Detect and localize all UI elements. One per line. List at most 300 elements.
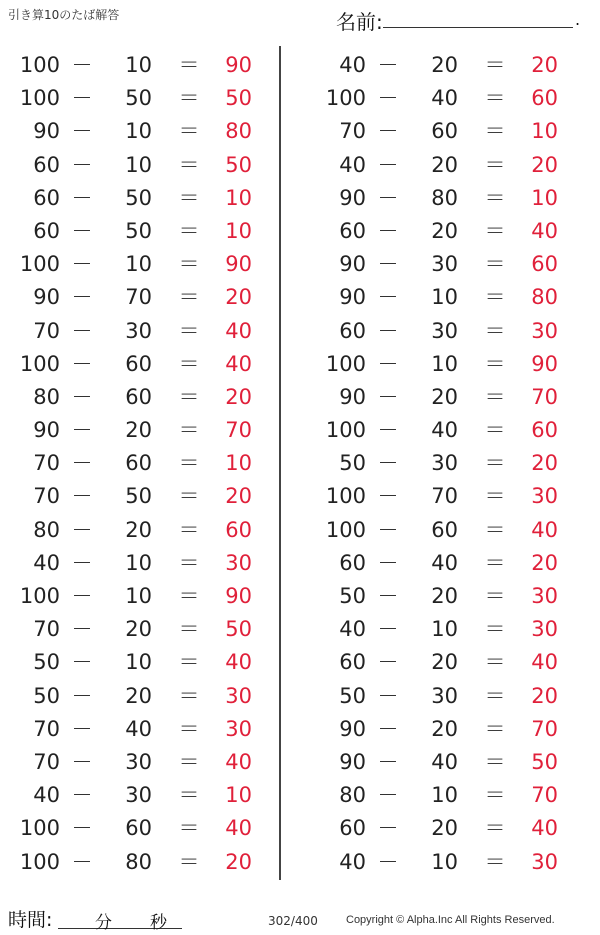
subtrahend: 10 (431, 617, 458, 642)
equals-sign: ＝ (484, 517, 506, 542)
answer: 20 (531, 53, 558, 77)
minuend: 90 (339, 384, 366, 409)
problem-row (0, 613, 290, 646)
answer: 70 (531, 783, 558, 808)
minuend: 70 (339, 119, 366, 144)
equals-sign: ＝ (484, 749, 506, 774)
subtrahend: 60 (431, 119, 458, 144)
problem-row (306, 381, 596, 414)
subtrahend: 30 (431, 252, 458, 277)
minuend: 90 (339, 716, 366, 741)
subtrahend: 30 (125, 783, 152, 808)
minus-sign: － (377, 384, 399, 409)
minus-sign: － (71, 252, 93, 277)
minuend: 70 (33, 617, 60, 642)
subtrahend: 10 (431, 351, 458, 376)
minus-sign: － (377, 119, 399, 144)
minus-sign: － (377, 185, 399, 210)
minuend: 100 (325, 517, 366, 542)
equals-sign: ＝ (484, 53, 506, 77)
minus-sign: － (71, 318, 93, 343)
answer: 30 (225, 683, 252, 708)
equals-sign: ＝ (484, 119, 506, 144)
answer: 20 (225, 285, 252, 310)
minuend: 80 (33, 517, 60, 542)
equals-sign: ＝ (178, 517, 200, 542)
equals-sign: ＝ (178, 617, 200, 642)
answer: 20 (531, 550, 558, 575)
minuend: 60 (339, 650, 366, 675)
sheet-title: 引き算10のたば解答 (8, 8, 120, 22)
answer: 60 (531, 86, 558, 111)
minus-sign: － (377, 849, 399, 874)
subtrahend: 10 (125, 152, 152, 177)
minuend: 70 (33, 318, 60, 343)
answer: 10 (225, 218, 252, 243)
minus-sign: － (377, 484, 399, 509)
minus-sign: － (377, 650, 399, 675)
minus-sign: － (71, 683, 93, 708)
answer: 60 (531, 252, 558, 277)
minus-sign: － (71, 285, 93, 310)
problem-row (0, 182, 290, 215)
problem-row (306, 514, 596, 547)
equals-sign: ＝ (484, 218, 506, 243)
subtrahend: 50 (125, 86, 152, 111)
equals-sign: ＝ (484, 716, 506, 741)
problem-row (0, 746, 290, 779)
answer: 80 (225, 119, 252, 144)
minus-sign: － (377, 318, 399, 343)
subtrahend: 10 (125, 550, 152, 575)
answer: 10 (225, 185, 252, 210)
problem-row (306, 480, 596, 513)
subtrahend: 70 (431, 484, 458, 509)
problem-row (306, 281, 596, 314)
problem-row (0, 49, 290, 82)
subtrahend: 10 (431, 783, 458, 808)
problem-row (306, 149, 596, 182)
left-problem-column (0, 49, 290, 879)
minus-sign: － (377, 218, 399, 243)
minuend: 40 (33, 550, 60, 575)
answer: 80 (531, 285, 558, 310)
subtrahend: 10 (125, 53, 152, 77)
minus-sign: － (71, 119, 93, 144)
subtrahend: 80 (431, 185, 458, 210)
minus-sign: － (71, 550, 93, 575)
equals-sign: ＝ (484, 418, 506, 443)
problem-row (306, 49, 596, 82)
minus-sign: － (71, 185, 93, 210)
equals-sign: ＝ (484, 351, 506, 376)
equals-sign: ＝ (484, 650, 506, 675)
equals-sign: ＝ (484, 86, 506, 111)
equals-sign: ＝ (484, 484, 506, 509)
problem-row (0, 779, 290, 812)
minus-sign: － (71, 584, 93, 608)
equals-sign: ＝ (178, 849, 200, 874)
subtrahend: 50 (125, 218, 152, 243)
subtrahend: 30 (431, 451, 458, 476)
answer: 30 (531, 617, 558, 642)
minus-sign: － (71, 86, 93, 111)
problem-row (306, 348, 596, 381)
equals-sign: ＝ (178, 816, 200, 841)
minuend: 50 (33, 650, 60, 675)
equals-sign: ＝ (178, 185, 200, 210)
minuend: 90 (339, 252, 366, 277)
minus-sign: － (377, 783, 399, 808)
subtrahend: 40 (431, 418, 458, 443)
minus-sign: － (377, 351, 399, 376)
subtrahend: 40 (431, 86, 458, 111)
copyright-notice: Copyright © Alpha.Inc All Rights Reserved. (346, 914, 555, 926)
minus-sign: － (71, 218, 93, 243)
answer: 50 (225, 617, 252, 642)
minus-sign: － (377, 53, 399, 77)
minus-sign: － (71, 152, 93, 177)
equals-sign: ＝ (178, 218, 200, 243)
answer: 90 (225, 252, 252, 277)
equals-sign: ＝ (484, 617, 506, 642)
equals-sign: ＝ (178, 285, 200, 310)
minuend: 100 (325, 484, 366, 509)
subtrahend: 40 (125, 716, 152, 741)
answer: 30 (531, 849, 558, 874)
answer: 60 (225, 517, 252, 542)
subtrahend: 10 (125, 119, 152, 144)
minus-sign: － (377, 86, 399, 111)
subtrahend: 10 (125, 650, 152, 675)
problem-row (0, 646, 290, 679)
minuend: 60 (339, 318, 366, 343)
equals-sign: ＝ (178, 584, 200, 608)
subtrahend: 30 (125, 749, 152, 774)
equals-sign: ＝ (484, 285, 506, 310)
minuend: 80 (339, 783, 366, 808)
answer: 90 (225, 584, 252, 608)
minuend: 70 (33, 749, 60, 774)
equals-sign: ＝ (178, 749, 200, 774)
equals-sign: ＝ (178, 351, 200, 376)
minus-sign: － (71, 451, 93, 476)
problem-row (0, 447, 290, 480)
equals-sign: ＝ (178, 418, 200, 443)
answer: 40 (225, 318, 252, 343)
minus-sign: － (377, 716, 399, 741)
equals-sign: ＝ (178, 152, 200, 177)
minus-sign: － (377, 550, 399, 575)
answer: 50 (531, 749, 558, 774)
equals-sign: ＝ (484, 783, 506, 808)
equals-sign: ＝ (484, 152, 506, 177)
minus-sign: － (377, 816, 399, 841)
subtrahend: 20 (431, 152, 458, 177)
answer: 20 (225, 384, 252, 409)
subtrahend: 60 (431, 517, 458, 542)
minuend: 60 (339, 550, 366, 575)
minus-sign: － (71, 517, 93, 542)
answer: 40 (531, 816, 558, 841)
answer: 40 (531, 218, 558, 243)
problem-row (0, 281, 290, 314)
answer: 40 (225, 816, 252, 841)
minus-sign: － (377, 418, 399, 443)
problem-row (0, 248, 290, 281)
subtrahend: 30 (125, 318, 152, 343)
problem-row (0, 846, 290, 879)
problem-row (306, 846, 596, 879)
seconds-unit: 秒 (150, 913, 167, 933)
minus-sign: － (71, 53, 93, 77)
minuend: 90 (33, 418, 60, 443)
equals-sign: ＝ (178, 451, 200, 476)
minuend: 80 (33, 384, 60, 409)
minus-sign: － (377, 617, 399, 642)
minus-sign: － (71, 418, 93, 443)
subtrahend: 70 (125, 285, 152, 310)
subtrahend: 20 (431, 584, 458, 608)
answer: 40 (531, 517, 558, 542)
subtrahend: 20 (431, 816, 458, 841)
problem-row (306, 414, 596, 447)
answer: 10 (225, 451, 252, 476)
page-number: 302/400 (268, 914, 318, 928)
minuend: 60 (33, 185, 60, 210)
minuend: 40 (339, 617, 366, 642)
equals-sign: ＝ (484, 683, 506, 708)
problem-row (306, 182, 596, 215)
name-end-dot: . (575, 10, 581, 29)
subtrahend: 60 (125, 451, 152, 476)
subtrahend: 20 (431, 218, 458, 243)
subtrahend: 20 (125, 517, 152, 542)
problem-row (0, 713, 290, 746)
equals-sign: ＝ (178, 484, 200, 509)
answer: 70 (225, 418, 252, 443)
minuend: 70 (33, 451, 60, 476)
minuend: 50 (339, 584, 366, 608)
answer: 20 (531, 683, 558, 708)
minuend: 100 (325, 418, 366, 443)
equals-sign: ＝ (178, 252, 200, 277)
answer: 40 (225, 650, 252, 675)
problem-row (306, 646, 596, 679)
problem-row (306, 746, 596, 779)
problem-row (306, 713, 596, 746)
subtrahend: 80 (125, 849, 152, 874)
subtrahend: 20 (431, 384, 458, 409)
minuend: 70 (33, 716, 60, 741)
problem-row (0, 315, 290, 348)
problem-row (0, 82, 290, 115)
minus-sign: － (377, 517, 399, 542)
subtrahend: 60 (125, 384, 152, 409)
minuend: 60 (33, 152, 60, 177)
minus-sign: － (377, 749, 399, 774)
problem-row (0, 680, 290, 713)
answer: 10 (531, 119, 558, 144)
minuend: 100 (19, 816, 60, 841)
problem-row (0, 348, 290, 381)
answer: 20 (531, 451, 558, 476)
equals-sign: ＝ (484, 849, 506, 874)
name-label: 名前: (336, 10, 383, 34)
problem-row (306, 82, 596, 115)
subtrahend: 60 (125, 816, 152, 841)
minus-sign: － (71, 384, 93, 409)
answer: 40 (225, 749, 252, 774)
minus-sign: － (71, 617, 93, 642)
subtrahend: 20 (431, 53, 458, 77)
minus-sign: － (377, 451, 399, 476)
answer: 30 (531, 584, 558, 608)
subtrahend: 40 (431, 749, 458, 774)
problem-row (0, 414, 290, 447)
problem-row (306, 547, 596, 580)
problem-row (0, 514, 290, 547)
minuend: 90 (339, 749, 366, 774)
answer: 50 (225, 152, 252, 177)
answer: 20 (225, 849, 252, 874)
answer: 90 (531, 351, 558, 376)
minuend: 60 (339, 218, 366, 243)
subtrahend: 20 (125, 617, 152, 642)
equals-sign: ＝ (178, 384, 200, 409)
equals-sign: ＝ (484, 550, 506, 575)
minuend: 50 (339, 451, 366, 476)
equals-sign: ＝ (484, 384, 506, 409)
answer: 20 (225, 484, 252, 509)
equals-sign: ＝ (178, 86, 200, 111)
answer: 30 (225, 716, 252, 741)
answer: 50 (225, 86, 252, 111)
subtrahend: 50 (125, 484, 152, 509)
answer: 70 (531, 384, 558, 409)
answer: 40 (225, 351, 252, 376)
minus-sign: － (377, 584, 399, 608)
minus-sign: － (71, 749, 93, 774)
minus-sign: － (71, 650, 93, 675)
equals-sign: ＝ (484, 252, 506, 277)
problem-row (0, 215, 290, 248)
time-label: 時間: (8, 909, 53, 931)
minuend: 100 (19, 584, 60, 608)
subtrahend: 20 (125, 683, 152, 708)
subtrahend: 30 (431, 318, 458, 343)
minuend: 100 (19, 849, 60, 874)
minuend: 50 (33, 683, 60, 708)
minuend: 40 (33, 783, 60, 808)
problem-row (0, 381, 290, 414)
equals-sign: ＝ (484, 451, 506, 476)
subtrahend: 20 (431, 650, 458, 675)
answer: 10 (225, 783, 252, 808)
minuend: 90 (339, 285, 366, 310)
minus-sign: － (377, 252, 399, 277)
subtrahend: 10 (431, 849, 458, 874)
name-blank-line[interactable] (383, 27, 573, 28)
equals-sign: ＝ (178, 716, 200, 741)
problem-row (306, 447, 596, 480)
problem-row (0, 580, 290, 613)
equals-sign: ＝ (178, 119, 200, 144)
minutes-unit: 分 (95, 913, 112, 933)
equals-sign: ＝ (484, 185, 506, 210)
problem-row (306, 613, 596, 646)
problem-row (306, 315, 596, 348)
equals-sign: ＝ (178, 550, 200, 575)
equals-sign: ＝ (484, 816, 506, 841)
answer: 60 (531, 418, 558, 443)
minuend: 50 (339, 683, 366, 708)
answer: 90 (225, 53, 252, 77)
equals-sign: ＝ (178, 650, 200, 675)
subtrahend: 40 (431, 550, 458, 575)
answer: 40 (531, 650, 558, 675)
problem-row (306, 115, 596, 148)
minuend: 60 (33, 218, 60, 243)
subtrahend: 60 (125, 351, 152, 376)
problem-row (306, 779, 596, 812)
minuend: 40 (339, 849, 366, 874)
subtrahend: 50 (125, 185, 152, 210)
subtrahend: 10 (125, 252, 152, 277)
problem-row (0, 480, 290, 513)
minus-sign: － (377, 152, 399, 177)
minuend: 90 (339, 185, 366, 210)
minuend: 100 (19, 86, 60, 111)
problem-row (306, 215, 596, 248)
equals-sign: ＝ (484, 318, 506, 343)
minus-sign: － (71, 783, 93, 808)
minus-sign: － (71, 351, 93, 376)
minuend: 40 (339, 53, 366, 77)
equals-sign: ＝ (484, 584, 506, 608)
problem-row (0, 812, 290, 845)
minuend: 100 (19, 252, 60, 277)
problem-row (306, 580, 596, 613)
equals-sign: ＝ (178, 683, 200, 708)
problem-row (0, 149, 290, 182)
equals-sign: ＝ (178, 53, 200, 77)
problem-row (0, 547, 290, 580)
minuend: 100 (19, 53, 60, 77)
minuend: 100 (325, 351, 366, 376)
answer: 70 (531, 716, 558, 741)
minuend: 100 (19, 351, 60, 376)
problem-row (306, 248, 596, 281)
minus-sign: － (71, 849, 93, 874)
subtrahend: 30 (431, 683, 458, 708)
minus-sign: － (71, 716, 93, 741)
right-problem-column (306, 49, 596, 879)
minuend: 60 (339, 816, 366, 841)
answer: 10 (531, 185, 558, 210)
answer: 30 (531, 318, 558, 343)
minus-sign: － (377, 285, 399, 310)
subtrahend: 20 (125, 418, 152, 443)
subtrahend: 20 (431, 716, 458, 741)
minuend: 70 (33, 484, 60, 509)
problem-row (306, 680, 596, 713)
subtrahend: 10 (431, 285, 458, 310)
equals-sign: ＝ (178, 318, 200, 343)
answer: 20 (531, 152, 558, 177)
answer: 30 (225, 550, 252, 575)
minuend: 40 (339, 152, 366, 177)
